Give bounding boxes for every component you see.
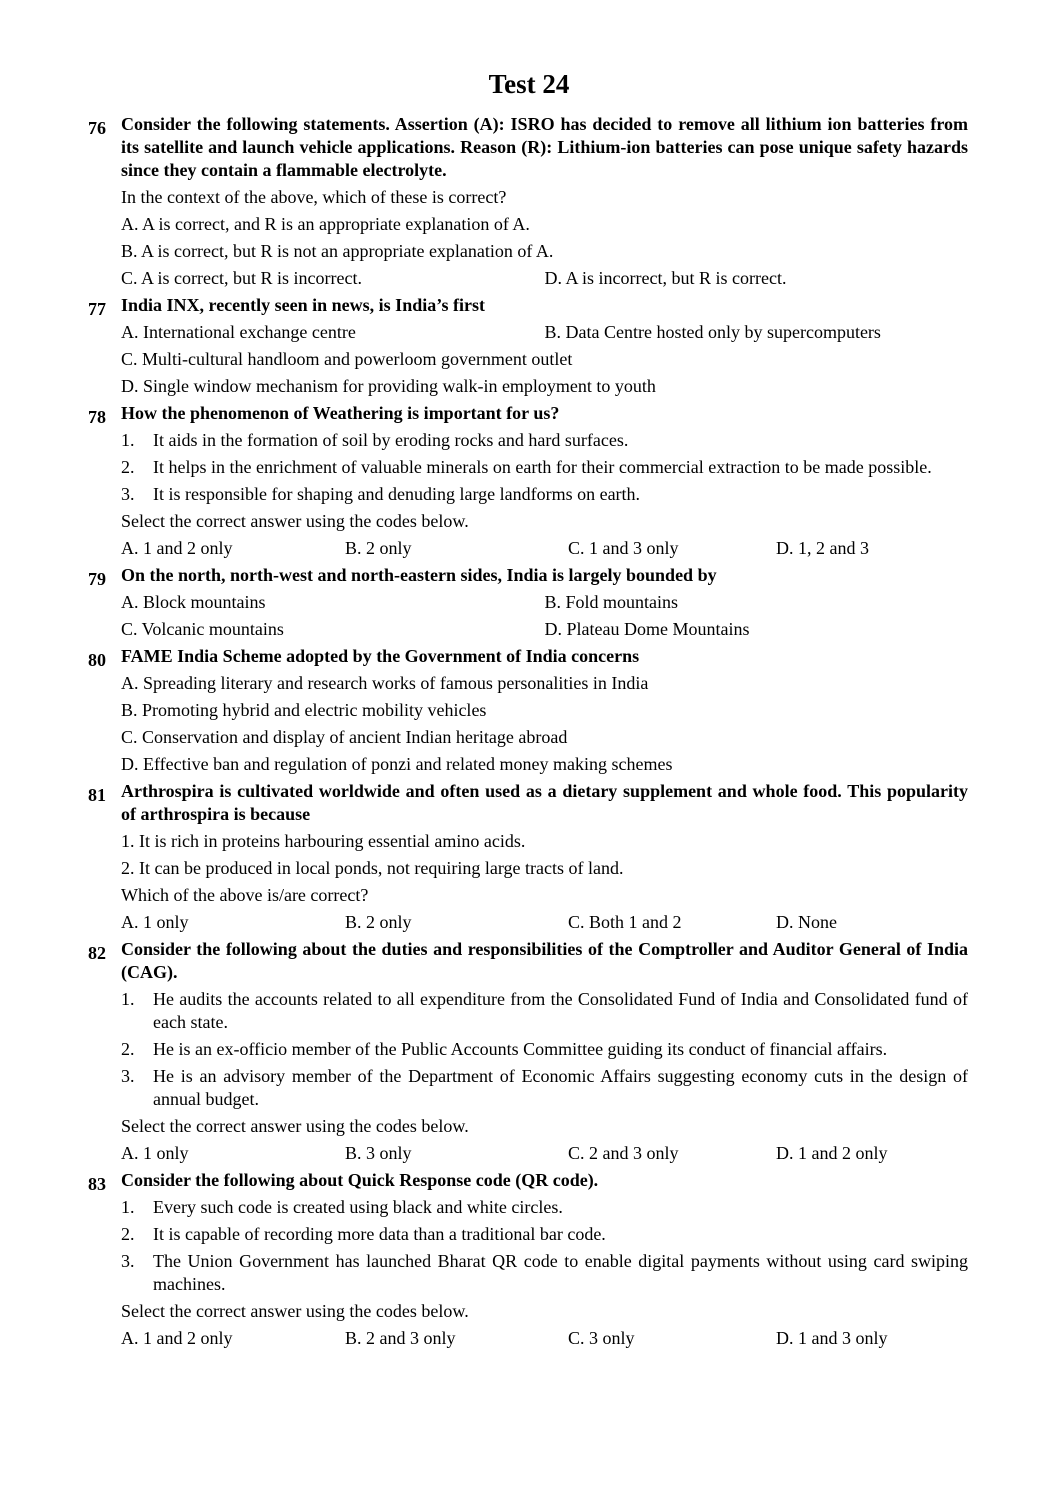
statement: [121, 1223, 968, 1246]
question-line: B. A is correct, but R is not an appropriate explanation of A.: [121, 241, 554, 261]
option: A. 1 only: [121, 1143, 189, 1163]
statement: [121, 456, 968, 479]
option: C. Volcanic mountains: [121, 619, 284, 639]
question-list: [88, 109, 968, 1350]
question-line: D. Single window mechanism for providing walk-in employment to youth: [121, 376, 656, 396]
option: C. A is correct, but R is incorrect.: [121, 268, 362, 288]
statement: [121, 1196, 968, 1219]
question-82: [88, 938, 968, 1165]
option: D. 1 and 2 only: [776, 1143, 888, 1163]
question-78: [88, 402, 968, 560]
page-title: Test 24: [488, 69, 570, 99]
question-number: 80: [88, 650, 106, 670]
statement: [121, 988, 968, 1034]
question-stem: On the north, north-west and north-eastern sides, India is largely bounded by: [121, 565, 717, 585]
option: B. 2 only: [345, 912, 412, 932]
question-line: Select the correct answer using the codes below.: [121, 511, 469, 531]
question-stem: Consider the following about Quick Response code (QR code).: [121, 1170, 599, 1190]
question-line: 2. It can be produced in local ponds, not requiring large tracts of land.: [121, 858, 624, 878]
option: D. 1 and 3 only: [776, 1328, 888, 1348]
statement-text: It aids in the formation of soil by eroding rocks and hard surfaces.: [153, 430, 629, 450]
statement-number: 2.: [121, 1039, 135, 1059]
option-row: [121, 537, 968, 560]
statement-text: The Union Government has launched Bharat QR code to enable digital payments without using card swiping machines.: [153, 1251, 968, 1294]
statement-number: 3.: [121, 484, 135, 504]
statement-text: He is an ex-officio member of the Public Accounts Committee guiding its conduct of financial affairs.: [153, 1039, 888, 1059]
statement: [121, 1065, 968, 1111]
statement-number: 3.: [121, 1251, 135, 1271]
question-line: Select the correct answer using the codes below.: [121, 1301, 469, 1321]
statement: [121, 429, 968, 452]
question-number: 82: [88, 943, 106, 963]
question-line: D. Effective ban and regulation of ponzi and related money making schemes: [121, 754, 673, 774]
statement-text: He audits the accounts related to all expenditure from the Consolidated Fund of India and Consolidated fund of each state.: [153, 989, 968, 1032]
statement-number: 1.: [121, 1197, 135, 1217]
question-line: 1. It is rich in proteins harbouring essential amino acids.: [121, 831, 526, 851]
option: B. Data Centre hosted only by supercomputers: [544, 322, 881, 342]
option-row: [121, 1142, 968, 1165]
question-stem: India INX, recently seen in news, is India’s first: [121, 295, 486, 315]
statement-text: Every such code is created using black and white circles.: [153, 1197, 563, 1217]
option: C. 3 only: [568, 1328, 635, 1348]
question-77: [88, 294, 968, 398]
question-line: A. Spreading literary and research works of famous personalities in India: [121, 673, 649, 693]
question-line: C. Multi-cultural handloom and powerloom government outlet: [121, 349, 573, 369]
option: C. 2 and 3 only: [568, 1143, 679, 1163]
option: A. 1 only: [121, 912, 189, 932]
statement-text: It helps in the enrichment of valuable minerals on earth for their commercial extraction to be made possible.: [153, 457, 932, 477]
question-stem: FAME India Scheme adopted by the Government of India concerns: [121, 646, 640, 666]
option-row: [121, 1327, 968, 1350]
question-79: [88, 564, 968, 641]
question-stem: Arthrospira is cultivated worldwide and often used as a dietary supplement and whole food. This popularity of arthrospira is because: [121, 781, 968, 824]
option: B. 2 only: [345, 538, 412, 558]
statement-number: 1.: [121, 989, 135, 1009]
statement-number: 2.: [121, 1224, 135, 1244]
question-line: Which of the above is/are correct?: [121, 885, 369, 905]
question-76: [88, 113, 968, 290]
option: B. 2 and 3 only: [345, 1328, 456, 1348]
option: D. 1, 2 and 3: [776, 538, 869, 558]
option: D. None: [776, 912, 837, 932]
option-row: [121, 267, 968, 290]
question-line: C. Conservation and display of ancient Indian heritage abroad: [121, 727, 568, 747]
statement: [121, 1038, 968, 1061]
question-number: 76: [88, 118, 106, 138]
option-row: [121, 591, 968, 614]
question-number: 78: [88, 407, 106, 427]
question-81: [88, 780, 968, 934]
option: A. 1 and 2 only: [121, 1328, 233, 1348]
question-line: A. A is correct, and R is an appropriate explanation of A.: [121, 214, 530, 234]
question-stem: How the phenomenon of Weathering is important for us?: [121, 403, 560, 423]
question-stem: Consider the following about the duties and responsibilities of the Comptroller and Auditor General of India (CAG).: [121, 939, 968, 982]
option: B. Fold mountains: [544, 592, 679, 612]
question-83: [88, 1169, 968, 1350]
option: A. 1 and 2 only: [121, 538, 233, 558]
question-80: [88, 645, 968, 776]
statement-text: It is capable of recording more data than a traditional bar code.: [153, 1224, 606, 1244]
option-row: [121, 618, 968, 641]
statement-number: 2.: [121, 457, 135, 477]
option: D. A is incorrect, but R is correct.: [544, 268, 787, 288]
question-number: 83: [88, 1174, 106, 1194]
option-row: [121, 321, 968, 344]
statement-text: He is an advisory member of the Department of Economic Affairs suggesting economy cuts in the design of annual budget.: [153, 1066, 968, 1109]
question-line: Select the correct answer using the codes below.: [121, 1116, 469, 1136]
option: C. 1 and 3 only: [568, 538, 679, 558]
option-row: [121, 911, 968, 934]
question-number: 77: [88, 299, 106, 319]
option: A. International exchange centre: [121, 322, 356, 342]
question-stem: Consider the following statements. Assertion (A): ISRO has decided to remove all lithium ion batteries from its satellite and launch vehicle applications. Reason (R): Lithium-ion batteries can pose unique safety hazards since they contain a flammable electrolyte.: [121, 114, 968, 180]
question-number: 81: [88, 785, 106, 805]
statement: [121, 1250, 968, 1296]
statement-number: 3.: [121, 1066, 135, 1086]
statement-text: It is responsible for shaping and denuding large landforms on earth.: [153, 484, 641, 504]
option: B. 3 only: [345, 1143, 412, 1163]
option: D. Plateau Dome Mountains: [544, 619, 750, 639]
question-line: In the context of the above, which of these is correct?: [121, 187, 507, 207]
statement-number: 1.: [121, 430, 135, 450]
question-number: 79: [88, 569, 106, 589]
option: A. Block mountains: [121, 592, 266, 612]
statement: [121, 483, 968, 506]
question-line: B. Promoting hybrid and electric mobility vehicles: [121, 700, 487, 720]
option: C. Both 1 and 2: [568, 912, 682, 932]
